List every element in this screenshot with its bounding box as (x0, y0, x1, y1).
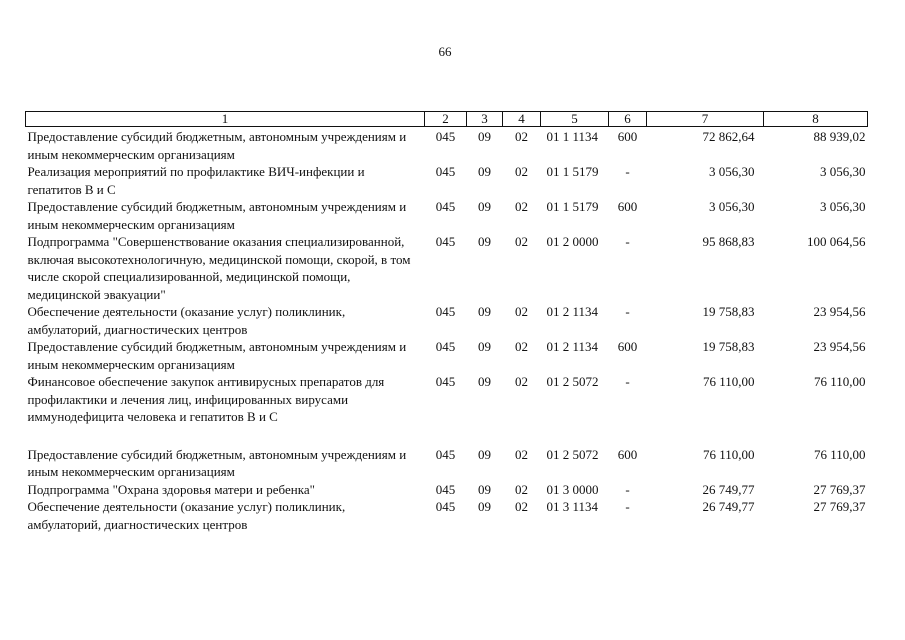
row-name: Предоставление субсидий бюджетным, автономным учреждениям и иным некоммерческим организациям (27, 339, 407, 372)
table-row (26, 127, 868, 164)
column-header-4: 4 (503, 112, 541, 127)
row-target-code: 01 2 0000 (546, 234, 599, 249)
row-expense-type: 600 (617, 446, 638, 462)
row-section-code: 09 (478, 499, 491, 514)
column-header-1: 1 (26, 112, 425, 127)
row-amount-year2: 27 769,37 (813, 481, 866, 497)
page-number: 66 (438, 44, 452, 59)
row-subsection-code: 02 (515, 481, 528, 497)
row-name: Подпрограмма "Охрана здоровья матери и ребенка" (27, 481, 315, 497)
row-amount-year1: 76 110,00 (702, 446, 755, 462)
row-section-code: 09 (478, 446, 491, 462)
table-row (26, 163, 868, 198)
row-amount-year1: 76 110,00 (702, 374, 755, 389)
row-section-code: 09 (478, 374, 491, 389)
row-name: Подпрограмма "Совершенствование оказания специализированной, включая высокотехнологичную, медицинской помощи, скорой, в том числе скорой специализированной, медицинской помощи, медицинской эвакуации" (27, 234, 411, 302)
row-ministry-code: 045 (435, 234, 456, 249)
row-amount-year1: 26 749,77 (702, 499, 755, 514)
row-amount-year1: 19 758,83 (702, 304, 755, 319)
column-header-3: 3 (467, 112, 503, 127)
row-name: Обеспечение деятельности (оказание услуг) поликлиник, амбулаторий, диагностических центров (27, 499, 346, 532)
row-amount-year2: 88 939,02 (813, 129, 866, 144)
row-ministry-code: 045 (435, 446, 456, 462)
row-amount-year2: 76 110,00 (813, 374, 866, 389)
row-amount-year1: 95 868,83 (702, 234, 755, 249)
table-row (26, 338, 868, 373)
row-ministry-code: 045 (435, 129, 456, 144)
row-name: Предоставление субсидий бюджетным, автономным учреждениям и иным некоммерческим организациям (27, 129, 407, 162)
row-target-code: 01 1 1134 (546, 129, 599, 144)
column-header-8: 8 (764, 112, 868, 127)
row-section-code: 09 (478, 164, 491, 179)
row-target-code: 01 2 5072 (546, 446, 599, 462)
row-target-code: 01 2 1134 (546, 304, 599, 319)
row-expense-type: - (625, 374, 630, 389)
row-target-code: 01 3 1134 (546, 499, 599, 514)
row-ministry-code: 045 (435, 374, 456, 389)
table-header-row (26, 112, 868, 127)
row-ministry-code: 045 (435, 199, 456, 214)
table-row (26, 373, 868, 446)
row-amount-year2: 100 064,56 (807, 234, 866, 249)
row-amount-year1: 19 758,83 (702, 339, 755, 354)
row-name: Реализация мероприятий по профилактике ВИЧ-инфекции и гепатитов В и С (27, 164, 365, 197)
column-header-6: 6 (609, 112, 647, 127)
column-header-5: 5 (541, 112, 609, 127)
row-subsection-code: 02 (515, 234, 528, 249)
table-row (26, 198, 868, 233)
table-row (26, 481, 868, 499)
row-expense-type: - (625, 481, 630, 497)
table-row (26, 498, 868, 533)
row-target-code: 01 2 5072 (546, 374, 599, 389)
row-amount-year2: 23 954,56 (813, 339, 866, 354)
row-amount-year2: 3 056,30 (820, 164, 866, 179)
row-name: Финансовое обеспечение закупок антивирусных препаратов для профилактики и лечения лиц, инфицированных вирусами иммунодефицита человека и гепатитов В и С (27, 374, 385, 424)
row-target-code: 01 1 5179 (546, 164, 599, 179)
row-section-code: 09 (478, 304, 491, 319)
row-amount-year1: 72 862,64 (702, 129, 755, 144)
budget-table (25, 111, 868, 533)
row-section-code: 09 (478, 339, 491, 354)
row-name: Предоставление субсидий бюджетным, автономным учреждениям и иным некоммерческим организациям (27, 446, 407, 479)
row-expense-type: - (625, 304, 630, 319)
row-ministry-code: 045 (435, 164, 456, 179)
row-subsection-code: 02 (515, 199, 528, 214)
row-section-code: 09 (478, 234, 491, 249)
row-amount-year2: 27 769,37 (813, 499, 866, 514)
row-subsection-code: 02 (515, 304, 528, 319)
table-row (26, 446, 868, 481)
row-section-code: 09 (478, 129, 491, 144)
row-section-code: 09 (478, 199, 491, 214)
row-subsection-code: 02 (515, 374, 528, 389)
row-expense-type: - (625, 234, 630, 249)
row-subsection-code: 02 (515, 339, 528, 354)
row-target-code: 01 1 5179 (546, 199, 599, 214)
column-header-7: 7 (647, 112, 764, 127)
row-expense-type: 600 (617, 129, 638, 144)
row-ministry-code: 045 (435, 481, 456, 497)
row-amount-year1: 26 749,77 (702, 481, 755, 497)
row-name: Обеспечение деятельности (оказание услуг) поликлиник, амбулаторий, диагностических центров (27, 304, 346, 337)
row-name: Предоставление субсидий бюджетным, автономным учреждениям и иным некоммерческим организациям (27, 199, 407, 232)
row-subsection-code: 02 (515, 164, 528, 179)
row-target-code: 01 2 1134 (546, 339, 599, 354)
row-expense-type: 600 (617, 199, 638, 214)
row-section-code: 09 (478, 481, 491, 497)
row-expense-type: 600 (617, 339, 638, 354)
table-row (26, 233, 868, 303)
row-amount-year1: 3 056,30 (709, 199, 755, 214)
row-amount-year2: 3 056,30 (820, 199, 866, 214)
row-ministry-code: 045 (435, 339, 456, 354)
row-ministry-code: 045 (435, 304, 456, 319)
row-expense-type: - (625, 499, 630, 514)
row-ministry-code: 045 (435, 499, 456, 514)
column-header-2: 2 (425, 112, 467, 127)
row-subsection-code: 02 (515, 446, 528, 462)
row-amount-year2: 23 954,56 (813, 304, 866, 319)
row-subsection-code: 02 (515, 129, 528, 144)
row-expense-type: - (625, 164, 630, 179)
row-amount-year2: 76 110,00 (813, 446, 866, 462)
row-target-code: 01 3 0000 (546, 481, 599, 497)
row-subsection-code: 02 (515, 499, 528, 514)
table-row (26, 303, 868, 338)
row-amount-year1: 3 056,30 (709, 164, 755, 179)
